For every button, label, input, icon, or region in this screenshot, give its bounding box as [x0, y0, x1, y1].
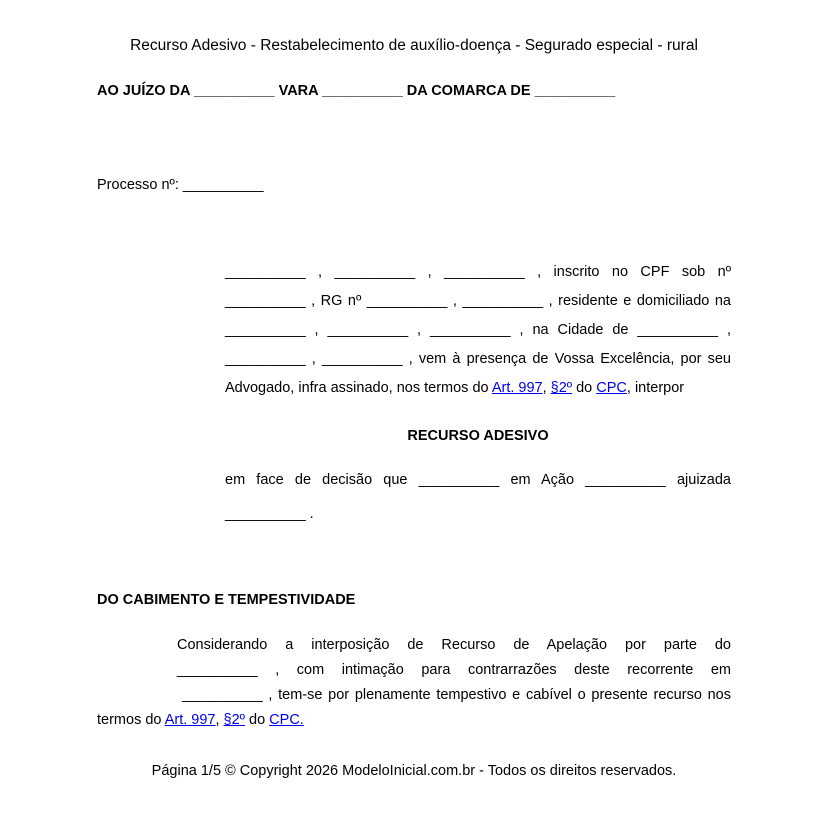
court-addressing-line: AO JUÍZO DA __________ VARA __________ DA COMARCA DE __________	[97, 83, 616, 99]
link-paragraph-2[interactable]: §2º	[550, 380, 573, 396]
qualification-line-4: __________ , __________ , vem à presença de Vossa Excelência, por seu	[225, 351, 731, 367]
decision-paragraph	[225, 463, 731, 531]
section-heading-cabimento: DO CABIMENTO E TEMPESTIVIDADE	[97, 592, 356, 608]
qualification-line-5-end: , interpor	[626, 380, 685, 396]
qualification-line-5-text: Advogado, infra assinado, nos termos do	[225, 380, 492, 396]
cabimento-paragraph-a	[177, 633, 731, 683]
cabimento-line-1: Considerando a interposição de Recurso de Apelação por parte do	[177, 637, 731, 653]
process-number-line: Processo nº: __________	[97, 177, 264, 193]
qualification-line-5	[225, 374, 731, 403]
cabimento-paragraph-b	[97, 683, 731, 733]
recourse-title: RECURSO ADESIVO	[407, 428, 549, 444]
qualification-paragraph	[225, 258, 731, 403]
link-art-997[interactable]: Art. 997	[491, 380, 543, 396]
cabimento-line-2: __________ , com intimação para contrarrazões deste recorrente em	[177, 662, 731, 678]
qualification-line-3: __________ , __________ , __________ , na Cidade de __________ ,	[225, 322, 731, 338]
qualification-line-2: __________ , RG nº __________ , __________ , residente e domiciliado na	[225, 293, 731, 309]
link-cpc[interactable]: CPC	[596, 380, 627, 396]
link-art-997[interactable]: Art. 997	[164, 712, 216, 728]
cabimento-line-4-text: termos do	[97, 712, 165, 728]
qualification-line-1: __________ , __________ , __________ , inscrito no CPF sob nº	[225, 264, 731, 280]
decision-line-2: __________ .	[225, 506, 314, 522]
document-title: Recurso Adesivo - Restabelecimento de auxílio-doença - Segurado especial - rural	[130, 37, 698, 54]
cabimento-line-3: __________ , tem-se por plenamente tempestivo e cabível o presente recurso nos	[182, 687, 731, 703]
page-footer: Página 1/5 © Copyright 2026 ModeloInicial.com.br - Todos os direitos reservados.	[151, 763, 677, 779]
decision-line-1: em face de decisão que __________ em Ação __________ ajuizada	[225, 472, 731, 488]
link-paragraph-2[interactable]: §2º	[223, 712, 245, 728]
qualification-line-5-sep-1: ,	[542, 380, 551, 396]
cabimento-line-4-sep-1: ,	[215, 712, 224, 728]
cabimento-line-4-sep-2: do	[244, 712, 270, 728]
cabimento-line-4	[97, 708, 731, 733]
qualification-line-5-sep-2: do	[572, 380, 597, 396]
link-cpc[interactable]: CPC.	[269, 712, 304, 728]
